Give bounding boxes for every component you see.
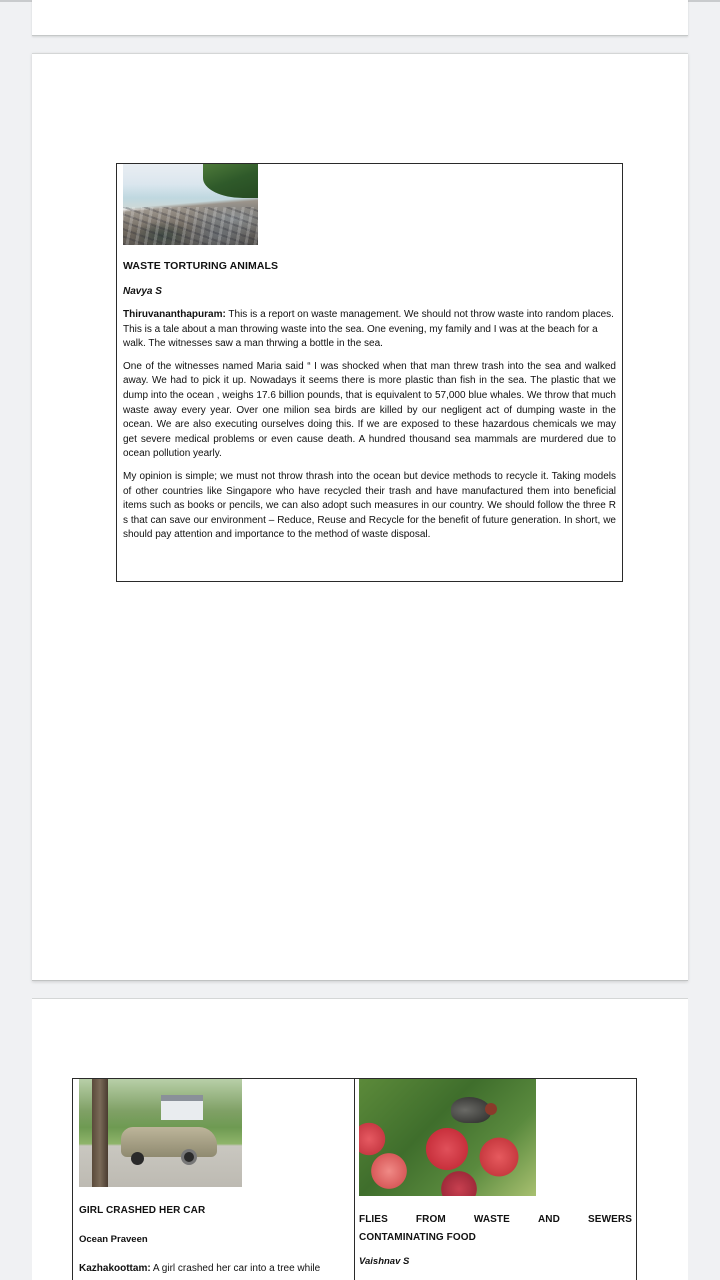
article-girl-crashed-her-car [72, 1078, 355, 1280]
article-dateline: Thiruvananthapuram: [123, 309, 226, 320]
headline-word: FROM [415, 1214, 446, 1225]
house-shape [161, 1095, 203, 1120]
headline-word: SEWERS [588, 1214, 632, 1225]
wheel-shape [181, 1149, 197, 1165]
article-flies-contaminating-food [354, 1078, 637, 1280]
trees-shape [203, 164, 258, 198]
article-paragraph-1 [79, 1262, 349, 1277]
paragraph-text: A girl crashed her car into a tree while [150, 1263, 321, 1274]
article-paragraph-3: My opinion is simple; we must not throw thrash into the ocean but device methods to recycle it. Taking models of other countries like Singapore who have recycled their trash and have manufactured them into beneficial items such as books or pencils, we can also adopt such measures in our country. We should follow the three R s that can save our environment – Reduce, Reuse and Recycle for the benefit of future generation. In short, we should pay attention and importance to the method of waste disposal. [123, 470, 616, 541]
document-page-3 [32, 998, 688, 1280]
beach-pollution-photo [123, 164, 258, 245]
paragraph-text: This is a report on waste management. We should not throw waste into random places. This is a tale about a man throwing waste into the sea. One evening, my family and I was at the beach for a walk. The witnesses saw a man thrwing a bottle in the sea. [123, 309, 614, 350]
headline-word: WASTE [473, 1214, 510, 1225]
wheel-shape [131, 1152, 144, 1165]
document-page-1 [32, 0, 688, 36]
article-waste-torturing-animals [116, 163, 623, 582]
article-dateline: Kazhakoottam: [79, 1263, 151, 1274]
headline-line-1 [359, 1211, 632, 1229]
headline-word: FLIES [359, 1214, 388, 1225]
article-headline [359, 1211, 632, 1247]
debris-shape [123, 207, 258, 245]
document-page-2 [32, 53, 688, 981]
article-byline: Navya S [123, 286, 162, 297]
article-byline: Vaishnav S [359, 1256, 410, 1267]
article-headline: WASTE TORTURING ANIMALS [123, 260, 279, 272]
article-byline: Ocean Praveen [79, 1234, 148, 1245]
headline-word: AND [537, 1214, 560, 1225]
article-paragraph-2: One of the witnesses named Maria said “ I was shocked when that man threw trash into the sea and walked away. We had to pick it up. Nowadays it seems there is more plastic than fish in the sea. The plastic that we dump into the ocean , weighs 17.6 billion pounds, that is equivalent to 57,000 blue whales. We throw that much waste away every year. Over one milion sea birds are killed by our negligent act of dumping waste in the ocean. We are also executing ourselves doing this. If we are exposed to these hazardous chemicals we may get severe medical problems or even cause death. A hundred thousand sea mammals are murdered due to ocean pollution yearly. [123, 360, 616, 460]
fly-eye-shape [485, 1103, 497, 1115]
car-crash-photo [79, 1079, 242, 1187]
fly-on-fruit-photo [359, 1079, 536, 1196]
headline-line-2: CONTAMINATING FOOD [359, 1232, 476, 1243]
article-paragraph-1 [123, 308, 616, 352]
tree-trunk-shape [92, 1079, 108, 1187]
article-headline: GIRL CRASHED HER CAR [79, 1205, 206, 1216]
